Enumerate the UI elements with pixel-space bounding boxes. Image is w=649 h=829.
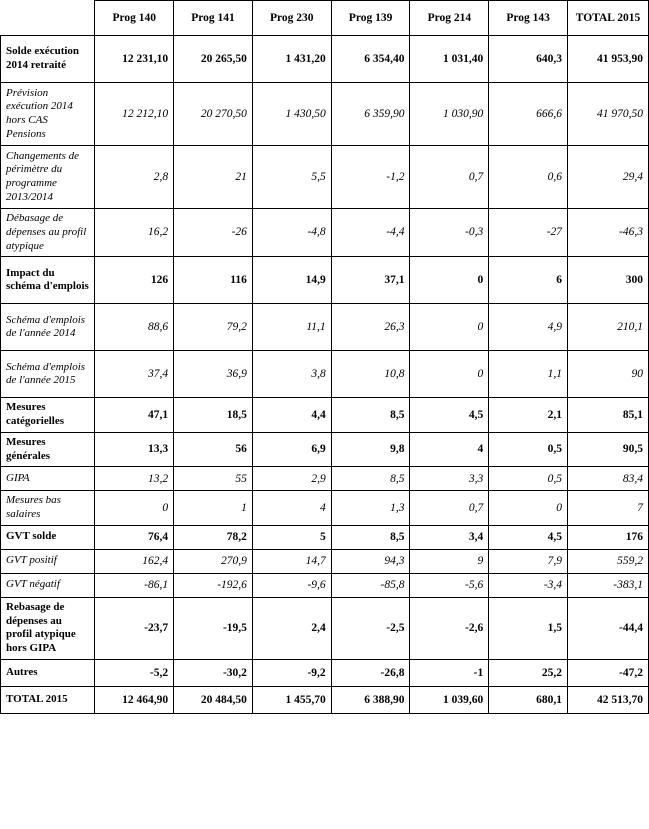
header-cell-prog-143: Prog 143 — [489, 1, 568, 36]
row-label: Autres — [1, 659, 95, 686]
table-cell: 5,5 — [252, 146, 331, 209]
table-cell: 0,7 — [410, 491, 489, 526]
table-cell: 1 030,90 — [410, 83, 489, 146]
table-cell: 6 354,40 — [331, 36, 410, 83]
table-cell: 0 — [95, 491, 174, 526]
table-cell: 18,5 — [174, 398, 253, 433]
table-cell: 6,9 — [252, 432, 331, 467]
table-cell: 20 265,50 — [174, 36, 253, 83]
header-cell-prog-230: Prog 230 — [252, 1, 331, 36]
row-label: GVT solde — [1, 525, 95, 549]
table-cell: -9,6 — [252, 573, 331, 597]
table-cell: 94,3 — [331, 549, 410, 573]
table-row — [1, 351, 649, 398]
table-cell: 37,1 — [331, 257, 410, 304]
table-cell: 8,5 — [331, 525, 410, 549]
table-cell: -3,4 — [489, 573, 568, 597]
table-cell: 2,4 — [252, 597, 331, 659]
table-row — [1, 209, 649, 257]
table-cell: 0,6 — [489, 146, 568, 209]
table-cell: 8,5 — [331, 467, 410, 491]
table-cell: -4,8 — [252, 209, 331, 257]
table-cell: 1 039,60 — [410, 686, 489, 713]
table-cell: 21 — [174, 146, 253, 209]
table-cell: 0 — [489, 491, 568, 526]
table-cell: 41 953,90 — [568, 36, 649, 83]
table-cell: -4,4 — [331, 209, 410, 257]
table-cell: 47,1 — [95, 398, 174, 433]
row-label: TOTAL 2015 — [1, 686, 95, 713]
table-cell: 7 — [568, 491, 649, 526]
row-label: Schéma d'emplois de l'année 2015 — [1, 351, 95, 398]
table-cell: 666,6 — [489, 83, 568, 146]
table-cell: 8,5 — [331, 398, 410, 433]
table-cell: -26,8 — [331, 659, 410, 686]
table-row — [1, 146, 649, 209]
table-cell: 176 — [568, 525, 649, 549]
table-row — [1, 525, 649, 549]
header-cell-prog-140: Prog 140 — [95, 1, 174, 36]
table-cell: -2,6 — [410, 597, 489, 659]
table-cell: 76,4 — [95, 525, 174, 549]
table-cell: 4,4 — [252, 398, 331, 433]
table-cell: -19,5 — [174, 597, 253, 659]
table-row — [1, 549, 649, 573]
header-cell-prog-141: Prog 141 — [174, 1, 253, 36]
row-label: Impact du schéma d'emplois — [1, 257, 95, 304]
table-cell: -47,2 — [568, 659, 649, 686]
table-cell: 4,5 — [410, 398, 489, 433]
table-cell: 41 970,50 — [568, 83, 649, 146]
row-label: Mesures catégorielles — [1, 398, 95, 433]
table-cell: 1 — [174, 491, 253, 526]
table-cell: 6 388,90 — [331, 686, 410, 713]
table-row — [1, 83, 649, 146]
header-row — [1, 1, 649, 36]
table-cell: 0,7 — [410, 146, 489, 209]
table-cell: 559,2 — [568, 549, 649, 573]
table-cell: -26 — [174, 209, 253, 257]
table-cell: -383,1 — [568, 573, 649, 597]
table-cell: 85,1 — [568, 398, 649, 433]
table-cell: 11,1 — [252, 304, 331, 351]
table-cell: 78,2 — [174, 525, 253, 549]
table-cell: 0,5 — [489, 467, 568, 491]
table-cell: 640,3 — [489, 36, 568, 83]
table-cell: -30,2 — [174, 659, 253, 686]
table-row — [1, 467, 649, 491]
table-cell: 13,2 — [95, 467, 174, 491]
table-cell: 1,1 — [489, 351, 568, 398]
row-label: Débasage de dépenses au profil atypique — [1, 209, 95, 257]
table-cell: 20 270,50 — [174, 83, 253, 146]
header-cell-prog-139: Prog 139 — [331, 1, 410, 36]
table-cell: -86,1 — [95, 573, 174, 597]
table-cell: 3,4 — [410, 525, 489, 549]
table-cell: 14,9 — [252, 257, 331, 304]
table-cell: 56 — [174, 432, 253, 467]
table-cell: -1,2 — [331, 146, 410, 209]
table-cell: 16,2 — [95, 209, 174, 257]
table-cell: -27 — [489, 209, 568, 257]
table-cell: 2,1 — [489, 398, 568, 433]
table-row — [1, 432, 649, 467]
table-cell: 4 — [410, 432, 489, 467]
table-cell: 3,8 — [252, 351, 331, 398]
table-row — [1, 573, 649, 597]
table-cell: -46,3 — [568, 209, 649, 257]
table-cell: 20 484,50 — [174, 686, 253, 713]
table-row — [1, 36, 649, 83]
table-cell: 12 231,10 — [95, 36, 174, 83]
row-label: Mesures générales — [1, 432, 95, 467]
table-cell: 10,8 — [331, 351, 410, 398]
table-cell: 0 — [410, 257, 489, 304]
table-row — [1, 257, 649, 304]
table-cell: 1 031,40 — [410, 36, 489, 83]
table-cell: 4,9 — [489, 304, 568, 351]
row-label: Rebasage de dépenses au profil atypique hors GIPA — [1, 597, 95, 659]
table-cell: -9,2 — [252, 659, 331, 686]
table-cell: -1 — [410, 659, 489, 686]
table-cell: -0,3 — [410, 209, 489, 257]
table-cell: 1 430,50 — [252, 83, 331, 146]
table-cell: -5,6 — [410, 573, 489, 597]
table-cell: 79,2 — [174, 304, 253, 351]
table-cell: -85,8 — [331, 573, 410, 597]
table-header — [1, 1, 649, 36]
table-cell: 6 — [489, 257, 568, 304]
table-cell: 90,5 — [568, 432, 649, 467]
table-cell: 7,9 — [489, 549, 568, 573]
header-cell-corner — [1, 1, 95, 36]
table-cell: 270,9 — [174, 549, 253, 573]
header-cell-prog-214: Prog 214 — [410, 1, 489, 36]
table-cell: 88,6 — [95, 304, 174, 351]
table-cell: 4 — [252, 491, 331, 526]
table-cell: 9,8 — [331, 432, 410, 467]
table-cell: 4,5 — [489, 525, 568, 549]
table-cell: 9 — [410, 549, 489, 573]
table-body — [1, 36, 649, 714]
row-label: Prévision exécution 2014 hors CAS Pensions — [1, 83, 95, 146]
table-cell: 126 — [95, 257, 174, 304]
table-cell: 1 455,70 — [252, 686, 331, 713]
table-cell: 210,1 — [568, 304, 649, 351]
table-cell: 1 431,20 — [252, 36, 331, 83]
table-cell: -2,5 — [331, 597, 410, 659]
table-cell: 2,9 — [252, 467, 331, 491]
table-row — [1, 659, 649, 686]
table-cell: 14,7 — [252, 549, 331, 573]
table-row — [1, 491, 649, 526]
row-label: GVT positif — [1, 549, 95, 573]
table-cell: -44,4 — [568, 597, 649, 659]
table-cell: 29,4 — [568, 146, 649, 209]
table-cell: -192,6 — [174, 573, 253, 597]
table-cell: 6 359,90 — [331, 83, 410, 146]
row-label: GVT négatif — [1, 573, 95, 597]
table-cell: 12 212,10 — [95, 83, 174, 146]
row-label: Changements de périmètre du programme 2013/2014 — [1, 146, 95, 209]
table-row — [1, 304, 649, 351]
row-label: Mesures bas salaires — [1, 491, 95, 526]
table-cell: 90 — [568, 351, 649, 398]
table-cell: 0 — [410, 351, 489, 398]
table-cell: 12 464,90 — [95, 686, 174, 713]
table-cell: 26,3 — [331, 304, 410, 351]
table-cell: -5,2 — [95, 659, 174, 686]
table-cell: 116 — [174, 257, 253, 304]
table-cell: 1,3 — [331, 491, 410, 526]
table-cell: -23,7 — [95, 597, 174, 659]
table-row — [1, 398, 649, 433]
table-cell: 300 — [568, 257, 649, 304]
table-row — [1, 597, 649, 659]
table-cell: 0,5 — [489, 432, 568, 467]
table-cell: 42 513,70 — [568, 686, 649, 713]
table-cell: 25,2 — [489, 659, 568, 686]
table-cell: 37,4 — [95, 351, 174, 398]
row-label: GIPA — [1, 467, 95, 491]
row-label: Schéma d'emplois de l'année 2014 — [1, 304, 95, 351]
table-cell: 5 — [252, 525, 331, 549]
table-cell: 680,1 — [489, 686, 568, 713]
header-cell-total-2015: TOTAL 2015 — [568, 1, 649, 36]
row-label: Solde exécution 2014 retraité — [1, 36, 95, 83]
table-cell: 1,5 — [489, 597, 568, 659]
table-cell: 13,3 — [95, 432, 174, 467]
table-cell: 83,4 — [568, 467, 649, 491]
table-cell: 3,3 — [410, 467, 489, 491]
table-cell: 55 — [174, 467, 253, 491]
table-cell: 36,9 — [174, 351, 253, 398]
table-cell: 2,8 — [95, 146, 174, 209]
table-cell: 162,4 — [95, 549, 174, 573]
table-row — [1, 686, 649, 713]
table-cell: 0 — [410, 304, 489, 351]
